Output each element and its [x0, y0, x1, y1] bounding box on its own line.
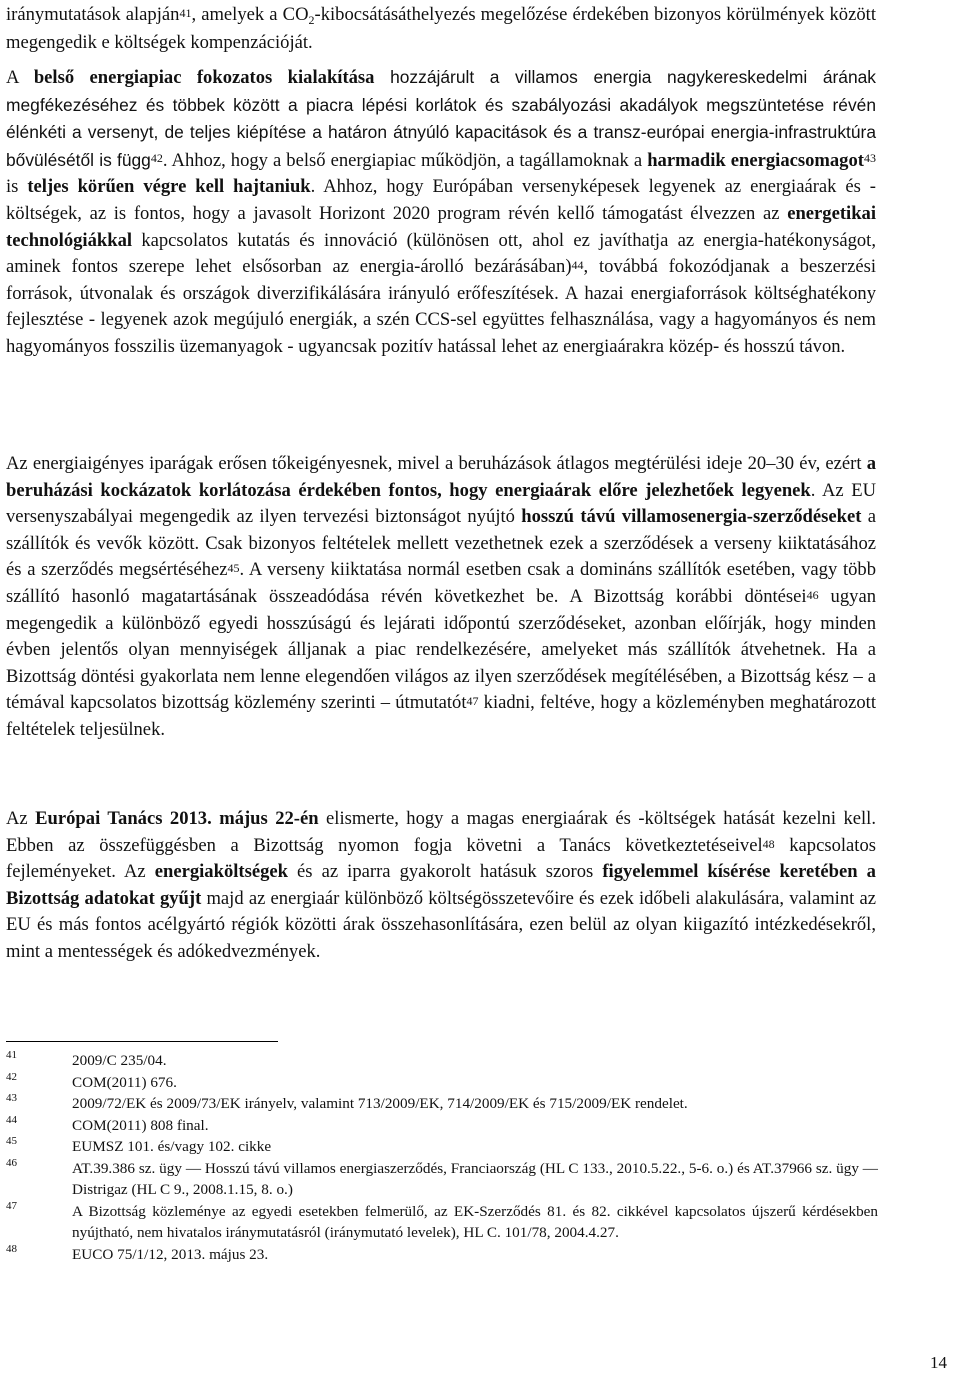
footnote-reference: 41	[179, 6, 192, 20]
text-run: kapcsolatos kutatás és innováció (különösen ott, ahol ez javíthatja az energia-hatékonyságot, aminek fontos szerepe lehet elsősorban az energia-árolló bezárásában)	[6, 229, 876, 278]
footnote	[6, 1050, 878, 1072]
footnote-reference: 44	[571, 258, 584, 273]
bold-text: a beruházási kockázatok korlátozása érdekében fontos, hogy energiaárak előre jelezhetőek legyenek	[6, 453, 876, 501]
footnote-reference: 47	[466, 694, 479, 709]
page-number: 14	[930, 1353, 947, 1372]
text-run: . Ahhoz, hogy Európában versenyképesek legyenek az energiaárak és -költségek, az is fontos, hogy a javasolt Horizont 2020 program révén kellő támogatást élvezzen az	[6, 176, 876, 224]
paragraph-4	[6, 806, 876, 966]
footnote-number: 43	[6, 1092, 17, 1104]
footnote-number: 41	[6, 1049, 17, 1061]
footnote-reference: 42	[150, 150, 163, 165]
footnote-text: 2009/72/EK és 2009/73/EK irányelv, valamint 713/2009/EK, 714/2009/EK és 715/2009/EK rendelet.	[72, 1095, 688, 1112]
bold-text: energiaköltségek	[154, 861, 288, 883]
footnote	[6, 1244, 878, 1266]
text-run: ugyan megengedik a különböző egyedi hosszúságú és lejárati időpontú szerződéseket, azonban előírják, hogy minden évben jelentős olyan mennyiségek álljanak a piac rendelkezésére, amelyeket más szállítók átvehetnek. Ha a Bizottság döntési gyakorlata nem lenne elegendően világos az ilyen szerződések megítélésében, a Bizottság kész – a témával kapcsolatos bizottság közlemény szerinti – útmutatót	[6, 585, 876, 714]
text-run: és az iparra gyakorolt hatásuk szoros	[287, 861, 603, 883]
footnotes	[6, 1050, 878, 1265]
footnote-reference: 43	[863, 150, 876, 165]
footnote-text: EUCO 75/1/12, 2013. május 23.	[72, 1245, 269, 1263]
footnote-text: EUMSZ 101. és/vagy 102. cikke	[72, 1138, 272, 1155]
footnote-text: 2009/C 235/04.	[72, 1052, 167, 1069]
footnote-separator	[6, 1041, 278, 1042]
footnote-number: 47	[6, 1199, 17, 1212]
text-run: hozzájárult a villamos energia nagykereskedelmi árának megfékezéséhez és többek között a piacra lépési korlátok és szabályozási akadályok megszüntetése révén élénkéti a versenyt, de teljes kiépítése a határon átnyúló kapacitások és a transz-európai energia-infrastruktúra bővülésétől is függ	[6, 67, 876, 170]
text-run: elismerte, hogy a magas energiaárak és -költségek hatását kezelni kell. Ebben az összefüggésben a Bizottság nyomon fogja követni a Tanács következtetéseivel	[6, 808, 876, 856]
bold-text: teljes körűen végre kell hajtaniuk	[27, 176, 311, 198]
text-run: a szállítók és vevők között. Csak bizonyos feltételek mellett vezethetnek ezek a szerződések a verseny kiiktatásához és a szerződés megsértéséhez	[6, 506, 877, 581]
footnote	[6, 1072, 878, 1094]
bold-text: harmadik energiacsomagot	[647, 149, 864, 171]
footnote-text: COM(2011) 808 final.	[72, 1116, 209, 1134]
bold-text: Európai Tanács 2013. május 22-én	[35, 808, 319, 829]
footnote	[6, 1136, 878, 1158]
footnote-number: 46	[6, 1156, 17, 1169]
paragraph-2	[6, 64, 876, 361]
text-run: A	[6, 67, 34, 88]
footnote-number: 48	[6, 1242, 17, 1255]
text-run: 2	[308, 13, 315, 27]
text-run: is	[6, 176, 28, 198]
footnote-text: A Bizottság közleménye az egyedi esetekben felmerülő, az EK-Szerződés 81. és 82. cikkével kapcsolatos újszerű kérdésekben nyújtható, nem hivatalos iránymutatásról (iránymutató levelek), HL C. 101/78, 2004.4.27.	[72, 1202, 878, 1241]
footnote	[6, 1201, 878, 1244]
paragraph-3	[6, 451, 876, 744]
text-run: , amelyek a CO	[191, 4, 309, 25]
footnote-text: AT.39.386 sz. ügy — Hosszú távú villamos energiaszerződés, Franciaország (HL C 133., 2010.5.22., 5-6. o.) és AT.37966 sz. ügy — Distrigaz (HL C 9., 2008.1.15, 8. o.)	[72, 1159, 878, 1198]
text-run: kapcsolatos fejleményeket. Az	[6, 834, 877, 883]
text-run: . Ahhoz, hogy a belső energiapiac működjön, a tagállamoknak a	[162, 149, 648, 171]
footnote-reference: 45	[227, 561, 240, 576]
bold-text: hosszú távú villamosenergia-szerződéseket	[521, 506, 862, 528]
text-run: iránymutatások alapján	[6, 4, 180, 25]
bold-text: figyelemmel kísérése keretében a Bizottság adatokat gyűjt	[6, 861, 876, 909]
text-run: -kibocsátásáthelyezés megelőzése érdekében bizonyos körülmények között megengedik e költségek kompenzációját.	[6, 4, 876, 53]
bold-text: energetikai technológiákkal	[6, 202, 876, 251]
text-run: Az	[6, 808, 36, 829]
footnote	[6, 1093, 878, 1115]
text-run: . Az EU versenyszabályai megengedik az ilyen tervezési biztonságot nyújtó	[6, 479, 877, 528]
footnote-number: 42	[6, 1070, 17, 1083]
footnote-reference: 46	[806, 587, 819, 602]
text-run: Az energiaigényes iparágak erősen tőkeigényesnek, mivel a beruházások átlagos megtérülési ideje 20–30 év, ezért	[6, 453, 867, 474]
text-run: , továbbá fokozódjanak a beszerzési források, útvonalak és országok diverzifikálására irányuló erőfeszítések. A hazai energiaforrások költséghatékony fejlesztése - legyenek azok megújuló energiák, a szén CCS-sel együttes felhasználása, vagy a hagyományos és nem hagyományos fosszilis üzemanyagok - ugyancsak pozitív hatással lehet az energiaárakra közép- és hosszú távon.	[6, 256, 876, 357]
footnote-number: 44	[6, 1113, 17, 1126]
paragraph-1	[6, 2, 876, 56]
footnote-text: COM(2011) 676.	[72, 1073, 177, 1091]
footnote	[6, 1115, 878, 1137]
footnote-reference: 48	[762, 836, 775, 851]
text-run: majd az energiaár különböző költségösszetevőire és ezek időbeli alakulására, valamint az EU és más fontos acélgyártó régiók közötti árak összehasonlítására, ezen belül az olyan kiigazító intézkedésekről, mint a mentességek és adókedvezmények.	[6, 887, 876, 962]
text-run: kiadni, feltéve, hogy a közleményben meghatározott feltételek teljesülnek.	[6, 692, 876, 740]
footnote	[6, 1158, 878, 1201]
text-run: . A verseny kiiktatása normál esetben csak a domináns szállítók esetében, vagy több szállító hasonló magatartásának összeadódása révén következhet be. A Bizottság korábbi döntései	[6, 559, 876, 607]
footnote-number: 45	[6, 1135, 17, 1147]
bold-text: belső energiapiac fokozatos kialakítása	[33, 67, 375, 88]
